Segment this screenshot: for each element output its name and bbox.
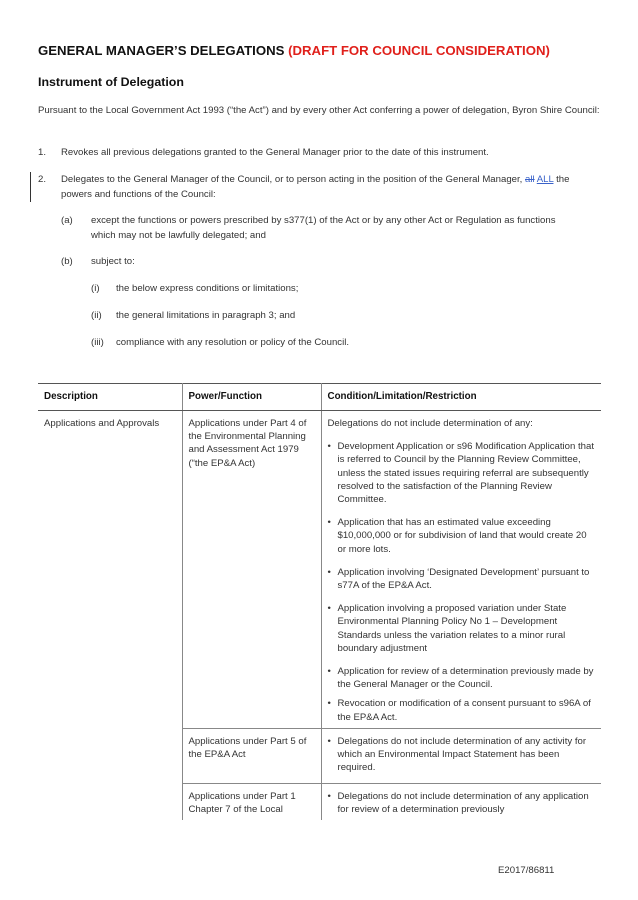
document-reference: E2017/86811	[498, 865, 555, 876]
inserted-text: ALL	[536, 174, 554, 185]
list-item: • Application for review of a determination previously made by the General Manager or the Council.	[328, 665, 596, 691]
table-header-row	[38, 384, 601, 411]
header-description: Description	[38, 384, 182, 411]
table-row	[38, 411, 601, 729]
row3-bullet-list	[328, 790, 596, 816]
list-item: • Application that has an estimated value exceeding $10,000,000 or for subdivision of land that would create 20 or more lots.	[328, 516, 596, 556]
row1-bullet-list	[328, 440, 596, 724]
sub-ii-text: the general limitations in paragraph 3; and	[116, 310, 296, 321]
list-item: • Development Application or s96 Modification Application that is referred to Council by the Planning Review Committee, unless the stated issues requiring referral are subsequently resolved to the satisfaction of the Planning Review Committee.	[328, 440, 596, 506]
row3-power: Applications under Part 1 Chapter 7 of the Local	[182, 783, 321, 820]
header-condition: Condition/Limitation/Restriction	[321, 384, 601, 411]
item-2-text-a: Delegates to the General Manager of the Council, or to person acting in the position of the General Manager,	[61, 174, 523, 185]
sub-b-text: subject to:	[91, 256, 135, 267]
sub-iii-text: compliance with any resolution or policy of the Council.	[116, 337, 350, 348]
title-main: GENERAL MANAGER’S DELEGATIONS	[38, 43, 285, 58]
sub-a-text: except the functions or powers prescribed by s377(1) of the Act or by any other Act or Regulation as functions which may not be lawfully delegated; and	[91, 215, 556, 241]
row2-power: Applications under Part 5 of the EP&A Act	[182, 728, 321, 783]
section-heading: Instrument of Delegation	[38, 75, 184, 89]
list-item: • Delegations do not include determination of any application for review of a determination previously	[328, 790, 596, 816]
list-item: • Revocation or modification of a consent pursuant to s96A of the EP&A Act.	[328, 697, 596, 723]
intro-paragraph: Pursuant to the Local Government Act 1993 (“the Act”) and by every other Act conferring a power of delegation, Byron Shire Council:	[38, 105, 600, 116]
sub-a-label: (a)	[61, 215, 73, 226]
item-2-text	[61, 172, 601, 202]
header-power-function: Power/Function	[182, 384, 321, 411]
list-item: • Application involving a proposed variation under State Environmental Planning Policy No 1 – Development Standards unless the variation relates to a minor rural boundary adjustment	[328, 602, 596, 655]
list-item: • Delegations do not include determination of any activity for which an Environmental Impact Statement has been required.	[328, 735, 596, 775]
delegation-table	[38, 383, 601, 820]
sub-iii-label: (iii)	[91, 337, 104, 348]
row1-description: Applications and Approvals	[38, 411, 182, 821]
sub-b-label: (b)	[61, 256, 73, 267]
row1-lead: Delegations do not include determination of any:	[327, 418, 533, 429]
item-1-number: 1.	[38, 147, 47, 158]
sub-ii-label: (ii)	[91, 310, 102, 321]
draft-label: (DRAFT FOR COUNCIL CONSIDERATION)	[288, 43, 550, 58]
change-bar	[30, 172, 31, 202]
list-item: • Application involving ‘Designated Development’ pursuant to s77A of the EP&A Act.	[328, 566, 596, 592]
row1-power: Applications under Part 4 of the Environmental Planning and Assessment Act 1979 (“the EP&A Act)	[182, 411, 321, 729]
sub-i-text: the below express conditions or limitations;	[116, 283, 299, 294]
row1-conditions	[321, 411, 601, 729]
sub-i-label: (i)	[91, 283, 100, 294]
item-2-number: 2.	[38, 174, 47, 185]
row3-conditions	[321, 783, 601, 820]
deleted-text: all	[525, 174, 535, 185]
page-title	[38, 43, 550, 58]
item-1-text: Revokes all previous delegations granted to the General Manager prior to the date of this instrument.	[61, 147, 489, 158]
row2-bullet-list	[328, 735, 596, 775]
row2-conditions	[321, 728, 601, 783]
item-2-text-b: the powers and functions of the Council:	[61, 174, 570, 200]
